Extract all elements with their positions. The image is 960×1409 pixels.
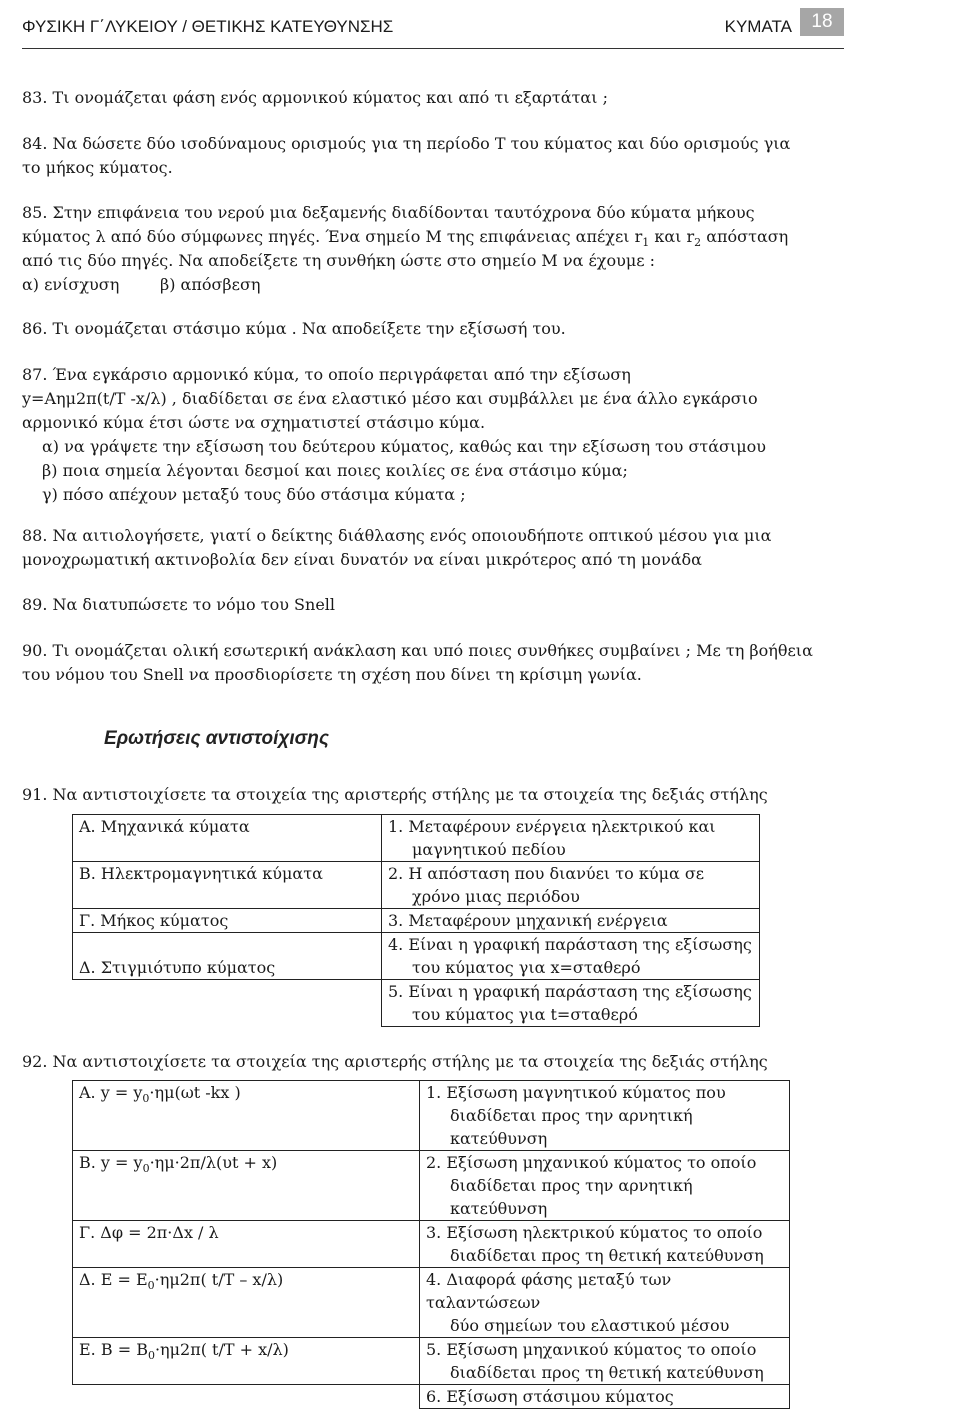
q85-sub-1: 1: [642, 236, 650, 250]
table-row: [73, 862, 760, 909]
question-86-text: 86. Τι ονομάζεται στάσιμο κύμα . Να αποδείξετε την εξίσωσή του.: [22, 319, 566, 338]
table-row: [73, 909, 760, 933]
question-89: [22, 593, 842, 617]
question-85-line-3: από τις δύο πηγές. Να αποδείξετε τη συνθήκη ώστε στο σημείο Μ να έχουμε :: [22, 251, 655, 270]
left-cell: Δ. Στιγμιότυπο κύματος: [73, 933, 382, 980]
left-cell: Γ. Δφ = 2π·Δx / λ: [73, 1221, 420, 1268]
question-84-line-1: 84. Να δώσετε δύο ισοδύναμους ορισμούς για τη περίοδο Τ του κύματος και δύο ορισμούς για: [22, 134, 791, 153]
question-87-line-3: αρμονικό κύμα έτσι ώστε να σχηματιστεί στάσιμο κύμα.: [22, 413, 486, 432]
table-row: [73, 1338, 790, 1385]
question-85-line-1: 85. Στην επιφάνεια του νερού μια δεξαμενής διαδίδονται ταυτόχρονα δύο κύματα μήκους: [22, 203, 755, 222]
right-cell: 1. Μεταφέρουν ενέργεια ηλεκτρικού και μαγνητικού πεδίου: [382, 815, 760, 862]
table-row: [73, 815, 760, 862]
left-cell: Α. Μηχανικά κύματα: [73, 815, 382, 862]
right-cell: 4. Διαφορά φάσης μεταξύ των ταλαντώσεων δύο σημείων του ελαστικού μέσου: [420, 1268, 790, 1338]
empty-cell: [73, 1385, 420, 1409]
table-row: [73, 980, 760, 1027]
question-88-line-1: 88. Να αιτιολογήσετε, γιατί ο δείκτης διάθλασης ενός οποιουδήποτε οπτικού μέσου για μια: [22, 526, 772, 545]
right-cell: 6. Εξίσωση στάσιμου κύματος: [420, 1385, 790, 1409]
question-91-text: 91. Να αντιστοιχίσετε τα στοιχεία της αριστερής στήλης με τα στοιχεία της δεξιάς στήλης: [22, 785, 768, 804]
page-header: [22, 8, 844, 49]
question-83-text: 83. Τι ονομάζεται φάση ενός αρμονικού κύματος και από τι εξαρτάται ;: [22, 88, 608, 107]
left-cell: Β. Ηλεκτρομαγνητικά κύματα: [73, 862, 382, 909]
question-90: [22, 639, 842, 687]
q85-text-b: και r: [649, 227, 695, 246]
header-title: ΦΥΣΙΚΗ Γ΄ΛΥΚΕΙΟΥ / ΘΕΤΙΚΗΣ ΚΑΤΕΥΘΥΝΣΗΣ: [22, 17, 394, 36]
left-cell: Γ. Μήκος κύματος: [73, 909, 382, 933]
question-91-prompt: [22, 783, 842, 807]
question-88-line-2: μονοχρωματική ακτινοβολία δεν είναι δυνατόν να είναι μικρότερος από τη μονάδα: [22, 550, 702, 569]
section-heading: Ερωτήσεις αντιστοίχισης: [104, 728, 330, 749]
question-92-prompt: [22, 1050, 842, 1074]
right-cell: 5. Εξίσωση μηχανικού κύματος το οποίο διαδίδεται προς τη θετική κατεύθυνση: [420, 1338, 790, 1385]
q85-text-c: απόσταση: [701, 227, 789, 246]
question-87-line-4: α) να γράψετε την εξίσωση του δεύτερου κύματος, καθώς και την εξίσωση του στάσιμου: [42, 437, 766, 456]
question-90-line-1: 90. Τι ονομάζεται ολική εσωτερική ανάκλαση και υπό ποιες συνθήκες συμβαίνει ; Με τη βοήθεια: [22, 641, 813, 660]
table-row: [73, 1221, 790, 1268]
question-84: [22, 132, 842, 180]
table-row: [73, 1385, 790, 1409]
question-88: [22, 524, 842, 572]
right-cell: 3. Εξίσωση ηλεκτρικού κύματος το οποίο διαδίδεται προς τη θετική κατεύθυνση: [420, 1221, 790, 1268]
question-92-text: 92. Να αντιστοιχίσετε τα στοιχεία της αριστερής στήλης με τα στοιχεία της δεξιάς στήλης: [22, 1052, 768, 1071]
right-cell: 2. Εξίσωση μηχανικού κύματος το οποίο διαδίδεται προς την αρνητική κατεύθυνση: [420, 1151, 790, 1221]
question-87: [22, 363, 842, 507]
left-cell: Α. $y = y_0\cdot\eta\mu(\omega t$ -kx ): [73, 1081, 420, 1151]
question-85: [22, 201, 842, 297]
question-84-line-2: το μήκος κύματος.: [22, 158, 173, 177]
left-cell: Β. $y = y_0\cdot\eta\mu\cdot 2\pi/\lambda(\upsilon t + x)$: [73, 1151, 420, 1221]
right-cell: 1. Εξίσωση μαγνητικού κύματος που διαδίδεται προς την αρνητική κατεύθυνση: [420, 1081, 790, 1151]
q92-match-table: [72, 1080, 790, 1409]
q91-match-table: [72, 814, 760, 1027]
question-87-line-1: 87. Ένα εγκάρσιο αρμονικό κύμα, το οποίο περιγράφεται από την εξίσωση: [22, 365, 631, 384]
header-section: ΚΥΜΑΤΑ: [724, 17, 792, 36]
q85-sub-2: 2: [694, 236, 702, 250]
question-89-text: 89. Να διατυπώσετε το νόμο του Snell: [22, 595, 336, 614]
question-83: [22, 86, 842, 110]
table-row: [73, 1268, 790, 1338]
right-cell: 3. Μεταφέρουν μηχανική ενέργεια: [382, 909, 760, 933]
q85-text-a: κύματος λ από δύο σύμφωνες πηγές. Ένα σημείο Μ της επιφάνειας απέχει r: [22, 227, 643, 246]
question-85-line-4: α) ενίσχυση β) απόσβεση: [22, 275, 261, 294]
question-87-line-5: β) ποια σημεία λέγονται δεσμοί και ποιες κοιλίες σε ένα στάσιμο κύμα;: [42, 461, 628, 480]
table-row: [73, 933, 760, 980]
question-86: [22, 317, 842, 341]
empty-cell: [73, 980, 382, 1027]
question-90-line-2: του νόμου του Snell να προσδιορίσετε τη σχέση που δίνει τη κρίσιμη γωνία.: [22, 665, 642, 684]
page-number: 18: [800, 8, 844, 36]
table-row: [73, 1151, 790, 1221]
table-row: [73, 1081, 790, 1151]
right-cell: 2. Η απόσταση που διανύει το κύμα σε χρόνο μιας περιόδου: [382, 862, 760, 909]
right-cell: 4. Είναι η γραφική παράσταση της εξίσωσης του κύματος για x=σταθερό: [382, 933, 760, 980]
question-87-line-2: y=Αημ2π(t/T -x/λ) , διαδίδεται σε ένα ελαστικό μέσο και συμβάλλει με ένα άλλο εγκάρσιο: [22, 389, 758, 408]
question-87-line-6: γ) πόσο απέχουν μεταξύ τους δύο στάσιμα κύματα ;: [42, 485, 466, 504]
header-right: [725, 8, 844, 37]
left-cell: Δ. $E = E_0\cdot\eta\mu 2\pi$( t/T – x/λ): [73, 1268, 420, 1338]
left-cell: Ε. $B = B_0\cdot\eta\mu 2\pi$( t/T + x/λ): [73, 1338, 420, 1385]
question-85-line-2: [22, 225, 842, 249]
right-cell: 5. Είναι η γραφική παράσταση της εξίσωσης του κύματος για t=σταθερό: [382, 980, 760, 1027]
